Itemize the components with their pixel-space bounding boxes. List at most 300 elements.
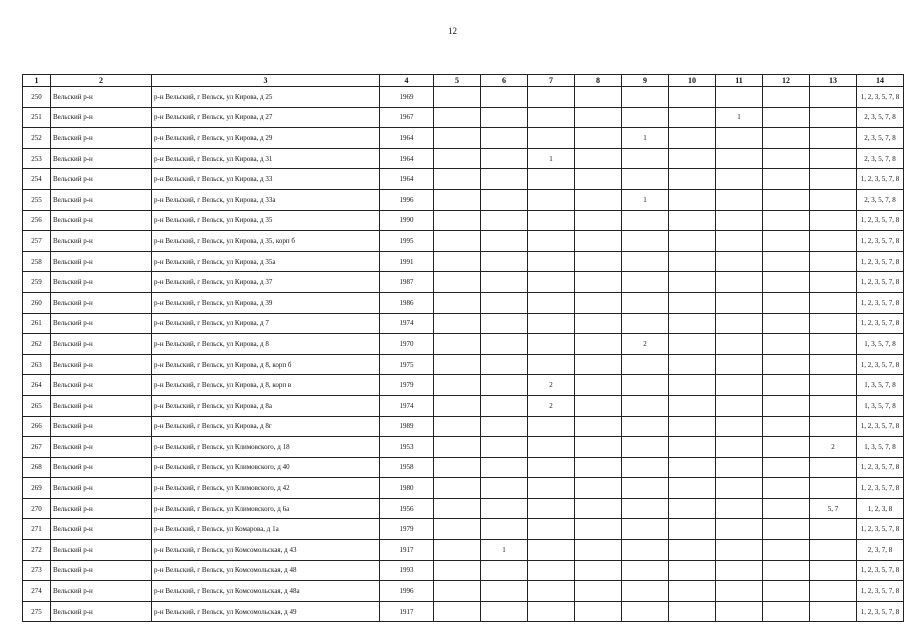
col-5-cell: [434, 498, 481, 519]
col-6-cell: [481, 457, 528, 478]
col-6-cell: [481, 231, 528, 252]
col-6-cell: [481, 375, 528, 396]
col-12-cell: [763, 581, 810, 602]
col-8-cell: [575, 334, 622, 355]
col-13-cell: [810, 334, 857, 355]
col-8-cell: [575, 128, 622, 149]
col-10-cell: [669, 540, 716, 561]
table-row: [23, 107, 904, 128]
col-12-cell: [763, 189, 810, 210]
address-cell: р-н Вельский, г Вельск, ул Климовского, д 6а: [152, 498, 380, 519]
table-row: [23, 457, 904, 478]
column-header: 1: [23, 75, 51, 87]
year-cell: 1953: [380, 437, 434, 458]
col-12-cell: [763, 437, 810, 458]
district-cell: Вельский р-н: [51, 292, 152, 313]
year-cell: 1986: [380, 292, 434, 313]
col-12-cell: [763, 478, 810, 499]
table-row: [23, 478, 904, 499]
col-5-cell: [434, 478, 481, 499]
col-6-cell: [481, 519, 528, 540]
table-row: [23, 148, 904, 169]
col-6-cell: [481, 107, 528, 128]
table-row: [23, 334, 904, 355]
col-9-cell: [622, 540, 669, 561]
col-14-cell: 1, 2, 3, 5, 7, 8: [857, 169, 904, 190]
row-number-cell: 255: [23, 189, 51, 210]
col-13-cell: [810, 519, 857, 540]
col-14-cell: 1, 2, 3, 5, 7, 8: [857, 416, 904, 437]
col-12-cell: [763, 313, 810, 334]
col-11-cell: [716, 540, 763, 561]
col-12-cell: [763, 128, 810, 149]
table-row: [23, 210, 904, 231]
address-cell: р-н Вельский, г Вельск, ул Кирова, д 31: [152, 148, 380, 169]
table-row: [23, 416, 904, 437]
col-7-cell: [528, 498, 575, 519]
col-7-cell: [528, 107, 575, 128]
address-cell: р-н Вельский, г Вельск, ул Кирова, д 8г: [152, 416, 380, 437]
col-6-cell: [481, 601, 528, 622]
district-cell: Вельский р-н: [51, 169, 152, 190]
col-7-cell: [528, 478, 575, 499]
col-14-cell: 1, 2, 3, 5, 7, 8: [857, 313, 904, 334]
year-cell: 1969: [380, 87, 434, 108]
district-cell: Вельский р-н: [51, 457, 152, 478]
table-row: [23, 313, 904, 334]
col-8-cell: [575, 457, 622, 478]
table-row: [23, 540, 904, 561]
col-11-cell: [716, 375, 763, 396]
row-number-cell: 270: [23, 498, 51, 519]
col-12-cell: [763, 148, 810, 169]
col-13-cell: [810, 354, 857, 375]
col-7-cell: [528, 560, 575, 581]
col-14-cell: 1, 2, 3, 5, 7, 8: [857, 601, 904, 622]
col-11-cell: [716, 519, 763, 540]
col-9-cell: [622, 581, 669, 602]
row-number-cell: 272: [23, 540, 51, 561]
col-10-cell: [669, 87, 716, 108]
district-cell: Вельский р-н: [51, 498, 152, 519]
col-6-cell: [481, 560, 528, 581]
col-5-cell: [434, 231, 481, 252]
year-cell: 1917: [380, 540, 434, 561]
col-12-cell: [763, 231, 810, 252]
col-14-cell: 2, 3, 5, 7, 8: [857, 148, 904, 169]
col-8-cell: [575, 148, 622, 169]
col-7-cell: [528, 416, 575, 437]
row-number-cell: 264: [23, 375, 51, 396]
col-5-cell: [434, 601, 481, 622]
col-7-cell: [528, 272, 575, 293]
year-cell: 1991: [380, 251, 434, 272]
row-number-cell: 252: [23, 128, 51, 149]
col-8-cell: [575, 560, 622, 581]
district-cell: Вельский р-н: [51, 231, 152, 252]
col-8-cell: [575, 498, 622, 519]
col-12-cell: [763, 395, 810, 416]
col-12-cell: [763, 498, 810, 519]
year-cell: 1990: [380, 210, 434, 231]
row-number-cell: 256: [23, 210, 51, 231]
col-14-cell: 1, 2, 3, 5, 7, 8: [857, 560, 904, 581]
col-12-cell: [763, 354, 810, 375]
col-11-cell: [716, 354, 763, 375]
col-5-cell: [434, 87, 481, 108]
col-14-cell: 1, 2, 3, 5, 7, 8: [857, 231, 904, 252]
column-header: 11: [716, 75, 763, 87]
year-cell: 1993: [380, 560, 434, 581]
col-12-cell: [763, 251, 810, 272]
district-cell: Вельский р-н: [51, 581, 152, 602]
district-cell: Вельский р-н: [51, 334, 152, 355]
row-number-cell: 269: [23, 478, 51, 499]
col-14-cell: 1, 3, 5, 7, 8: [857, 334, 904, 355]
col-13-cell: [810, 210, 857, 231]
col-13-cell: 5, 7: [810, 498, 857, 519]
district-cell: Вельский р-н: [51, 416, 152, 437]
col-10-cell: [669, 251, 716, 272]
col-8-cell: [575, 601, 622, 622]
col-11-cell: [716, 169, 763, 190]
address-cell: р-н Вельский, г Вельск, ул Климовского, д 42: [152, 478, 380, 499]
col-13-cell: [810, 292, 857, 313]
col-6-cell: [481, 189, 528, 210]
address-cell: р-н Вельский, г Вельск, ул Кирова, д 8, корп в: [152, 375, 380, 396]
row-number-cell: 250: [23, 87, 51, 108]
col-8-cell: [575, 540, 622, 561]
col-9-cell: [622, 107, 669, 128]
col-9-cell: [622, 416, 669, 437]
col-9-cell: [622, 560, 669, 581]
address-cell: р-н Вельский, г Вельск, ул Кирова, д 29: [152, 128, 380, 149]
col-6-cell: [481, 395, 528, 416]
col-11-cell: [716, 292, 763, 313]
district-cell: Вельский р-н: [51, 189, 152, 210]
col-8-cell: [575, 231, 622, 252]
year-cell: 1996: [380, 189, 434, 210]
row-number-cell: 268: [23, 457, 51, 478]
col-7-cell: [528, 354, 575, 375]
col-7-cell: 1: [528, 148, 575, 169]
district-cell: Вельский р-н: [51, 519, 152, 540]
col-13-cell: [810, 560, 857, 581]
column-header: 12: [763, 75, 810, 87]
table-row: [23, 354, 904, 375]
col-12-cell: [763, 560, 810, 581]
row-number-cell: 273: [23, 560, 51, 581]
col-12-cell: [763, 272, 810, 293]
col-10-cell: [669, 128, 716, 149]
col-10-cell: [669, 416, 716, 437]
col-14-cell: 1, 3, 5, 7, 8: [857, 375, 904, 396]
col-12-cell: [763, 107, 810, 128]
col-5-cell: [434, 375, 481, 396]
col-7-cell: [528, 169, 575, 190]
col-8-cell: [575, 313, 622, 334]
row-number-cell: 251: [23, 107, 51, 128]
address-cell: р-н Вельский, г Вельск, ул Комсомольская, д 48а: [152, 581, 380, 602]
col-6-cell: [481, 478, 528, 499]
col-10-cell: [669, 437, 716, 458]
col-8-cell: [575, 251, 622, 272]
col-9-cell: [622, 498, 669, 519]
col-12-cell: [763, 601, 810, 622]
table-row: [23, 292, 904, 313]
address-cell: р-н Вельский, г Вельск, ул Кирова, д 8, корп б: [152, 354, 380, 375]
district-cell: Вельский р-н: [51, 395, 152, 416]
col-8-cell: [575, 189, 622, 210]
col-7-cell: [528, 601, 575, 622]
col-10-cell: [669, 601, 716, 622]
col-6-cell: [481, 169, 528, 190]
col-11-cell: [716, 210, 763, 231]
col-13-cell: [810, 128, 857, 149]
col-9-cell: [622, 601, 669, 622]
year-cell: 1964: [380, 148, 434, 169]
col-5-cell: [434, 416, 481, 437]
col-14-cell: 1, 2, 3, 5, 7, 8: [857, 581, 904, 602]
district-cell: Вельский р-н: [51, 210, 152, 231]
col-8-cell: [575, 375, 622, 396]
col-5-cell: [434, 272, 481, 293]
col-10-cell: [669, 498, 716, 519]
col-5-cell: [434, 107, 481, 128]
col-6-cell: [481, 292, 528, 313]
table-row: [23, 519, 904, 540]
table-row: [23, 231, 904, 252]
column-header: 3: [152, 75, 380, 87]
column-header: 14: [857, 75, 904, 87]
row-number-cell: 275: [23, 601, 51, 622]
address-cell: р-н Вельский, г Вельск, ул Климовского, д 40: [152, 457, 380, 478]
year-cell: 1996: [380, 581, 434, 602]
col-5-cell: [434, 581, 481, 602]
col-10-cell: [669, 292, 716, 313]
col-7-cell: [528, 334, 575, 355]
table-row: [23, 375, 904, 396]
col-9-cell: [622, 478, 669, 499]
col-5-cell: [434, 313, 481, 334]
district-cell: Вельский р-н: [51, 540, 152, 561]
col-9-cell: [622, 354, 669, 375]
column-header: 7: [528, 75, 575, 87]
col-9-cell: [622, 313, 669, 334]
col-10-cell: [669, 148, 716, 169]
col-10-cell: [669, 169, 716, 190]
col-7-cell: [528, 292, 575, 313]
table-row: [23, 581, 904, 602]
table-row: [23, 169, 904, 190]
col-8-cell: [575, 478, 622, 499]
row-number-cell: 274: [23, 581, 51, 602]
col-9-cell: [622, 251, 669, 272]
col-5-cell: [434, 519, 481, 540]
district-cell: Вельский р-н: [51, 107, 152, 128]
col-9-cell: [622, 437, 669, 458]
column-header: 6: [481, 75, 528, 87]
col-12-cell: [763, 210, 810, 231]
year-cell: 1995: [380, 231, 434, 252]
col-5-cell: [434, 560, 481, 581]
col-10-cell: [669, 334, 716, 355]
year-cell: 1967: [380, 107, 434, 128]
col-10-cell: [669, 478, 716, 499]
col-11-cell: [716, 148, 763, 169]
district-cell: Вельский р-н: [51, 128, 152, 149]
address-cell: р-н Вельский, г Вельск, ул Комсомольская, д 49: [152, 601, 380, 622]
column-header: 13: [810, 75, 857, 87]
col-9-cell: 2: [622, 334, 669, 355]
district-cell: Вельский р-н: [51, 251, 152, 272]
col-11-cell: [716, 231, 763, 252]
col-14-cell: 1, 2, 3, 5, 7, 8: [857, 272, 904, 293]
row-number-cell: 259: [23, 272, 51, 293]
col-10-cell: [669, 107, 716, 128]
col-5-cell: [434, 395, 481, 416]
table-row: [23, 601, 904, 622]
year-cell: 1970: [380, 334, 434, 355]
row-number-cell: 266: [23, 416, 51, 437]
col-12-cell: [763, 416, 810, 437]
col-6-cell: [481, 416, 528, 437]
table-row: [23, 437, 904, 458]
col-7-cell: [528, 189, 575, 210]
column-header: 5: [434, 75, 481, 87]
col-10-cell: [669, 395, 716, 416]
col-13-cell: [810, 416, 857, 437]
col-7-cell: [528, 581, 575, 602]
district-cell: Вельский р-н: [51, 272, 152, 293]
col-11-cell: [716, 395, 763, 416]
district-cell: Вельский р-н: [51, 313, 152, 334]
col-5-cell: [434, 457, 481, 478]
year-cell: 1979: [380, 519, 434, 540]
col-13-cell: [810, 189, 857, 210]
col-5-cell: [434, 334, 481, 355]
col-12-cell: [763, 519, 810, 540]
address-cell: р-н Вельский, г Вельск, ул Комарова, д 1а: [152, 519, 380, 540]
col-7-cell: [528, 210, 575, 231]
address-cell: р-н Вельский, г Вельск, ул Кирова, д 7: [152, 313, 380, 334]
col-9-cell: [622, 375, 669, 396]
col-12-cell: [763, 292, 810, 313]
address-cell: р-н Вельский, г Вельск, ул Кирова, д 33а: [152, 189, 380, 210]
col-10-cell: [669, 375, 716, 396]
address-cell: р-н Вельский, г Вельск, ул Кирова, д 8а: [152, 395, 380, 416]
col-9-cell: [622, 292, 669, 313]
row-number-cell: 262: [23, 334, 51, 355]
col-11-cell: [716, 128, 763, 149]
col-11-cell: [716, 87, 763, 108]
address-cell: р-н Вельский, г Вельск, ул Климовского, д 18: [152, 437, 380, 458]
col-14-cell: 1, 2, 3, 5, 7, 8: [857, 354, 904, 375]
col-11-cell: [716, 601, 763, 622]
table-row: [23, 189, 904, 210]
col-11-cell: [716, 437, 763, 458]
address-cell: р-н Вельский, г Вельск, ул Комсомольская, д 48: [152, 560, 380, 581]
col-5-cell: [434, 354, 481, 375]
col-6-cell: [481, 354, 528, 375]
table-row: [23, 560, 904, 581]
col-6-cell: [481, 313, 528, 334]
district-cell: Вельский р-н: [51, 354, 152, 375]
column-header: 10: [669, 75, 716, 87]
col-10-cell: [669, 272, 716, 293]
col-6-cell: [481, 437, 528, 458]
district-cell: Вельский р-н: [51, 87, 152, 108]
year-cell: 1974: [380, 395, 434, 416]
col-11-cell: [716, 334, 763, 355]
col-8-cell: [575, 519, 622, 540]
col-8-cell: [575, 272, 622, 293]
address-cell: р-н Вельский, г Вельск, ул Кирова, д 35: [152, 210, 380, 231]
col-7-cell: [528, 251, 575, 272]
year-cell: 1974: [380, 313, 434, 334]
year-cell: 1958: [380, 457, 434, 478]
col-6-cell: [481, 334, 528, 355]
col-10-cell: [669, 560, 716, 581]
year-cell: 1917: [380, 601, 434, 622]
col-9-cell: [622, 519, 669, 540]
row-number-cell: 263: [23, 354, 51, 375]
district-cell: Вельский р-н: [51, 148, 152, 169]
col-14-cell: 1, 3, 5, 7, 8: [857, 437, 904, 458]
column-header: 8: [575, 75, 622, 87]
district-cell: Вельский р-н: [51, 560, 152, 581]
district-cell: Вельский р-н: [51, 437, 152, 458]
col-12-cell: [763, 457, 810, 478]
col-12-cell: [763, 87, 810, 108]
table-row: [23, 128, 904, 149]
col-9-cell: [622, 395, 669, 416]
col-10-cell: [669, 519, 716, 540]
year-cell: 1956: [380, 498, 434, 519]
col-11-cell: [716, 272, 763, 293]
row-number-cell: 253: [23, 148, 51, 169]
col-14-cell: 1, 2, 3, 5, 7, 8: [857, 210, 904, 231]
row-number-cell: 254: [23, 169, 51, 190]
col-9-cell: 1: [622, 189, 669, 210]
table-row: [23, 251, 904, 272]
col-10-cell: [669, 581, 716, 602]
col-12-cell: [763, 334, 810, 355]
col-7-cell: [528, 540, 575, 561]
col-13-cell: [810, 313, 857, 334]
col-7-cell: 2: [528, 375, 575, 396]
col-7-cell: [528, 231, 575, 252]
district-cell: Вельский р-н: [51, 601, 152, 622]
col-10-cell: [669, 210, 716, 231]
col-13-cell: [810, 601, 857, 622]
col-11-cell: [716, 560, 763, 581]
col-11-cell: [716, 416, 763, 437]
col-7-cell: [528, 437, 575, 458]
col-8-cell: [575, 210, 622, 231]
table-row: [23, 395, 904, 416]
col-12-cell: [763, 540, 810, 561]
col-11-cell: [716, 498, 763, 519]
address-cell: р-н Вельский, г Вельск, ул Кирова, д 33: [152, 169, 380, 190]
col-13-cell: [810, 272, 857, 293]
col-9-cell: [622, 169, 669, 190]
address-cell: р-н Вельский, г Вельск, ул Кирова, д 39: [152, 292, 380, 313]
address-cell: р-н Вельский, г Вельск, ул Кирова, д 25: [152, 87, 380, 108]
col-10-cell: [669, 231, 716, 252]
col-13-cell: [810, 87, 857, 108]
col-9-cell: [622, 231, 669, 252]
